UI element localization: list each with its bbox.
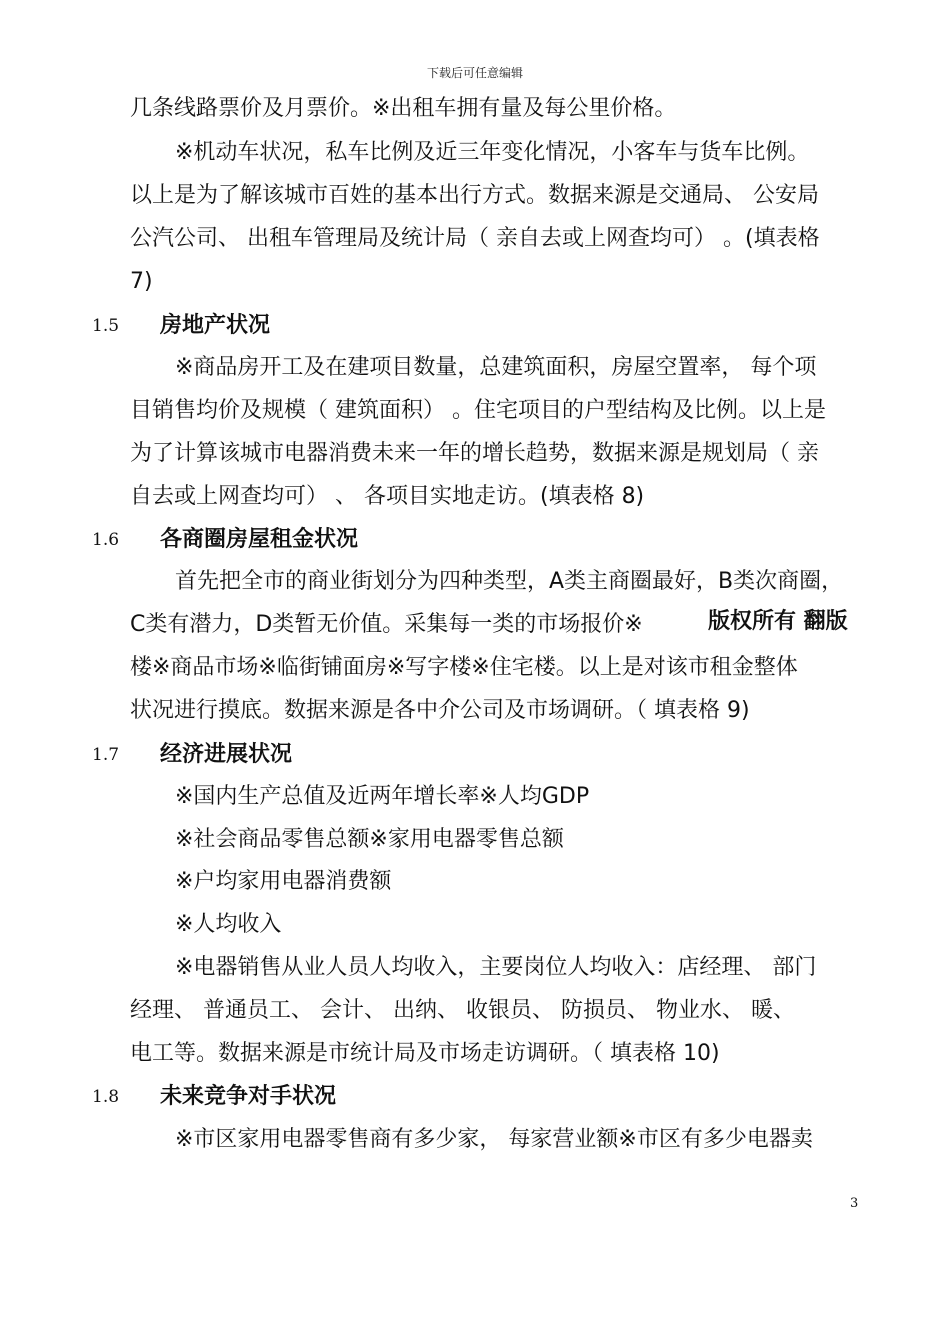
section-title: 各商圈房屋租金状况 xyxy=(160,527,359,552)
body-line: ※国内生产总值及近两年增长率※人均GDP xyxy=(175,784,590,809)
body-line: ※市区家用电器零售商有多少家， 每家营业额※市区有多少电器卖 xyxy=(175,1127,813,1152)
body-line: 目销售均价及规模（ 建筑面积） 。住宅项目的户型结构及比例。以上是 xyxy=(130,398,826,423)
section-number: 1.7 xyxy=(92,745,120,765)
body-line: 状况进行摸底。数据来源是各中介公司及市场调研。（ 填表格 9) xyxy=(130,698,750,723)
section-title: 经济进展状况 xyxy=(160,742,293,767)
section-title: 未来竞争对手状况 xyxy=(160,1084,337,1109)
page-number: 3 xyxy=(850,1196,859,1211)
watermark: 版权所有 翻版 xyxy=(706,607,850,637)
body-line: 7) xyxy=(130,269,153,294)
section-number: 1.5 xyxy=(92,316,120,336)
body-line: 以上是为了解该城市百姓的基本出行方式。数据来源是交通局、 公安局 xyxy=(130,183,819,208)
body-line: 首先把全市的商业街划分为四种类型，A类主商圈最好，B类次商圈， xyxy=(175,569,844,594)
body-line: 楼※商品市场※临街铺面房※写字楼※住宅楼。以上是对该市租金整体 xyxy=(130,655,798,680)
section-number: 1.8 xyxy=(92,1087,120,1107)
body-line: 电工等。数据来源是市统计局及市场走访调研。（ 填表格 10) xyxy=(130,1041,720,1066)
body-line: 为了计算该城市电器消费未来一年的增长趋势，数据来源是规划局（ 亲 xyxy=(130,441,819,466)
body-line: ※户均家用电器消费额 xyxy=(175,869,392,894)
page-header: 下载后可任意编辑 xyxy=(426,66,523,80)
body-line: 几条线路票价及月票价。※出租车拥有量及每公里价格。 xyxy=(130,96,677,121)
body-line: ※电器销售从业人员人均收入，主要岗位人均收入：店经理、 部门 xyxy=(175,955,817,980)
body-line: ※人均收入 xyxy=(175,912,282,937)
body-line: C类有潜力，D类暂无价值。采集每一类的市场报价※ xyxy=(130,612,643,637)
body-line: 自去或上网查均可） 、 各项目实地走访。(填表格 8) xyxy=(130,484,645,509)
body-line: ※社会商品零售总额※家用电器零售总额 xyxy=(175,827,564,852)
body-line: ※商品房开工及在建项目数量，总建筑面积，房屋空置率， 每个项 xyxy=(175,355,817,380)
section-number: 1.6 xyxy=(92,530,120,550)
body-line: 经理、 普通员工、 会计、 出纳、 收银员、 防损员、 物业水、 暖、 xyxy=(130,998,795,1023)
body-line: ※机动车状况，私车比例及近三年变化情况，小客车与货车比例。 xyxy=(175,140,810,165)
section-title: 房地产状况 xyxy=(160,313,271,338)
body-line: 公汽公司、 出租车管理局及统计局（ 亲自去或上网查均可） 。(填表格 xyxy=(130,226,820,251)
